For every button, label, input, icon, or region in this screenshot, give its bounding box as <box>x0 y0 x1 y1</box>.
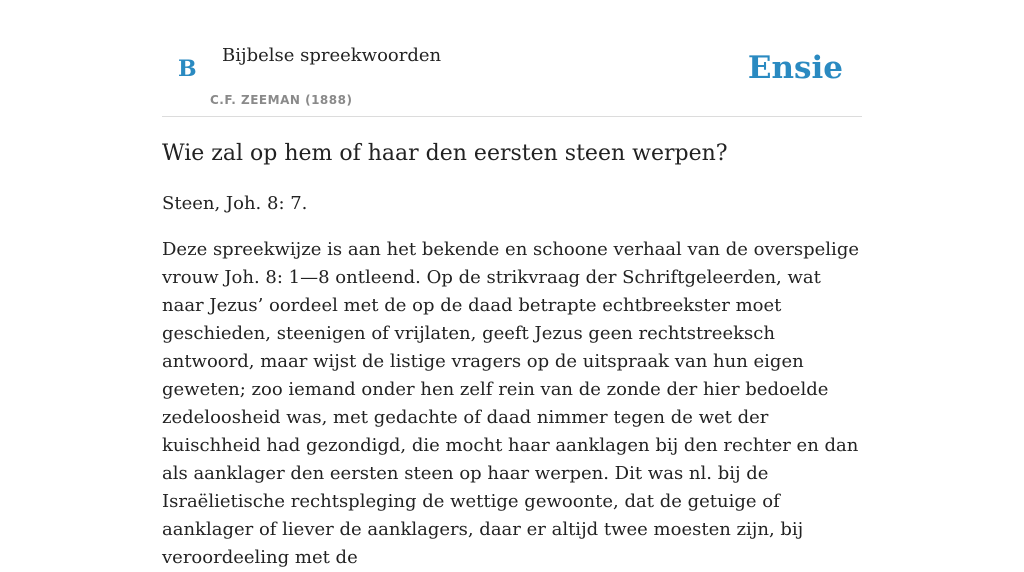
entry-reference: Steen, Joh. 8: 7. <box>162 193 308 214</box>
book-author: C.F. ZEEMAN (1888) <box>210 93 353 107</box>
header <box>162 0 862 117</box>
book-letter-icon[interactable]: B <box>178 56 197 82</box>
book-title-link[interactable]: Bijbelse spreekwoorden <box>222 45 442 66</box>
entry-content <box>162 138 862 572</box>
entry-body: Deze spreekwijze is aan het bekende en schoone verhaal van de overspelige vrouw Joh. 8: 1—8 ontleend. Op de strikvraag der Schriftgeleerden, wat naar Jezus’ oordeel met de op de daad betrapte echtbreekster moet geschieden, steenigen of vrijlaten, geeft Jezus geen rechtstreeksch antwoord, maar wijst de listige vragers op de uitspraak van hun eigen geweten; zoo iemand onder hen zelf rein van de zonde der hier bedoelde zedeloosheid was, met gedachte of daad nimmer tegen de wet der kuischheid had gezondigd, die mocht haar aanklagen bij den rechter en dan als aanklager den eersten steen op haar werpen. Dit was nl. bij de Israëlietische rechtspleging de wettige gewoonte, dat de getuige of aanklager of liever de aanklagers, daar er altijd twee moesten zijn, bij veroordeeling met de <box>162 239 859 568</box>
entry-headword: Wie zal op hem of haar den eersten steen werpen? <box>162 141 728 166</box>
ensie-logo[interactable]: Ensie <box>747 50 843 86</box>
